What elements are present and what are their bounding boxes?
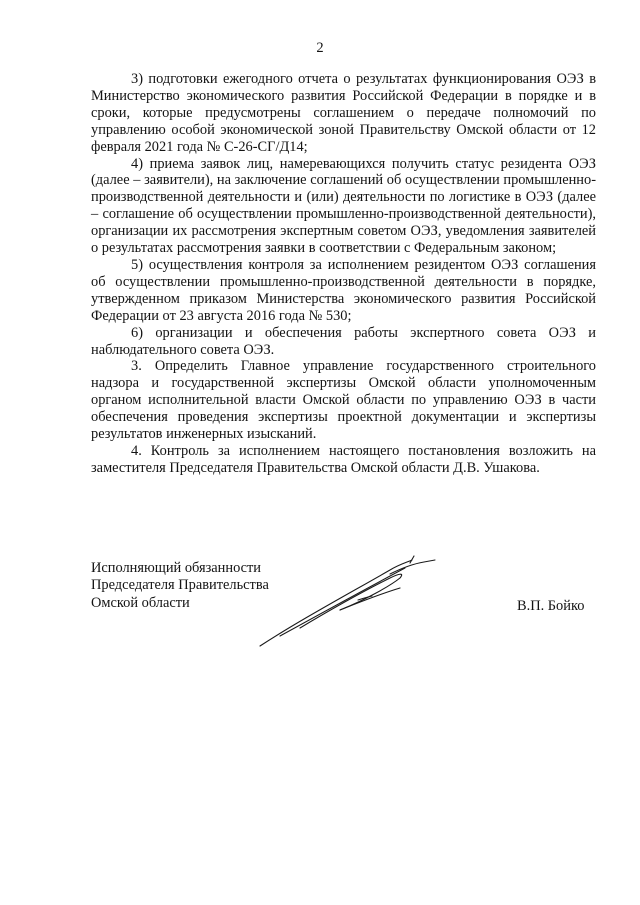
paragraph-item-5: 5) осуществления контроля за исполнением резидентом ОЭЗ соглашения об осуществлении промышленно-производственной деятельности в порядке, утвержденном приказом Министерства экономического развития Российской Федерации от 23 августа 2016 года № 530;: [91, 256, 596, 324]
position-line-1: Исполняющий обязанности: [91, 560, 262, 576]
paragraph-point-3: 3. Определить Главное управление государственного строительного надзора и государственной экспертизы Омской области уполномоченным органом исполнительной власти Омской области по управлению ОЭЗ в части обеспечения проведения экспертизы проектной документации и экспертизы результатов инженерных изысканий.: [91, 358, 596, 443]
signer-name: В.П. Бойко: [517, 598, 585, 614]
position-line-3: Омской области: [91, 594, 190, 611]
page-number: 2: [316, 40, 324, 56]
document-body: [91, 71, 596, 477]
position-line-2: Председателя Правительства: [91, 577, 269, 594]
paragraph-point-4: 4. Контроль за исполнением настоящего постановления возложить на заместителя Председателя Правительства Омской области Д.В. Ушакова.: [91, 442, 596, 476]
handwritten-signature: [240, 548, 440, 653]
paragraph-item-6: 6) организации и обеспечения работы экспертного совета ОЭЗ и наблюдательного совета ОЭЗ.: [91, 324, 596, 358]
paragraph-item-3: 3) подготовки ежегодного отчета о результатах функционирования ОЭЗ в Министерство экономического развития Российской Федерации в порядке и в сроки, которые предусмотрены соглашением о передаче полномочий по управлению особой экономической зоной Правительству Омской области от 12 февраля 2021 года № С-26-СГ/Д14;: [91, 71, 596, 155]
paragraph-item-4: 4) приема заявок лиц, намеревающихся получить статус резидента ОЭЗ (далее – заявители), на заключение соглашений об осуществлении промышленно-производственной деятельности и (или) деятельности по логистике в ОЭЗ (далее – соглашение об осуществлении промышленно-производственной деятельности), организации их рассмотрения экспертным советом ОЭЗ, уведомления заявителей о результатах рассмотрения заявки в соответствии с Федеральным законом;: [91, 155, 596, 257]
